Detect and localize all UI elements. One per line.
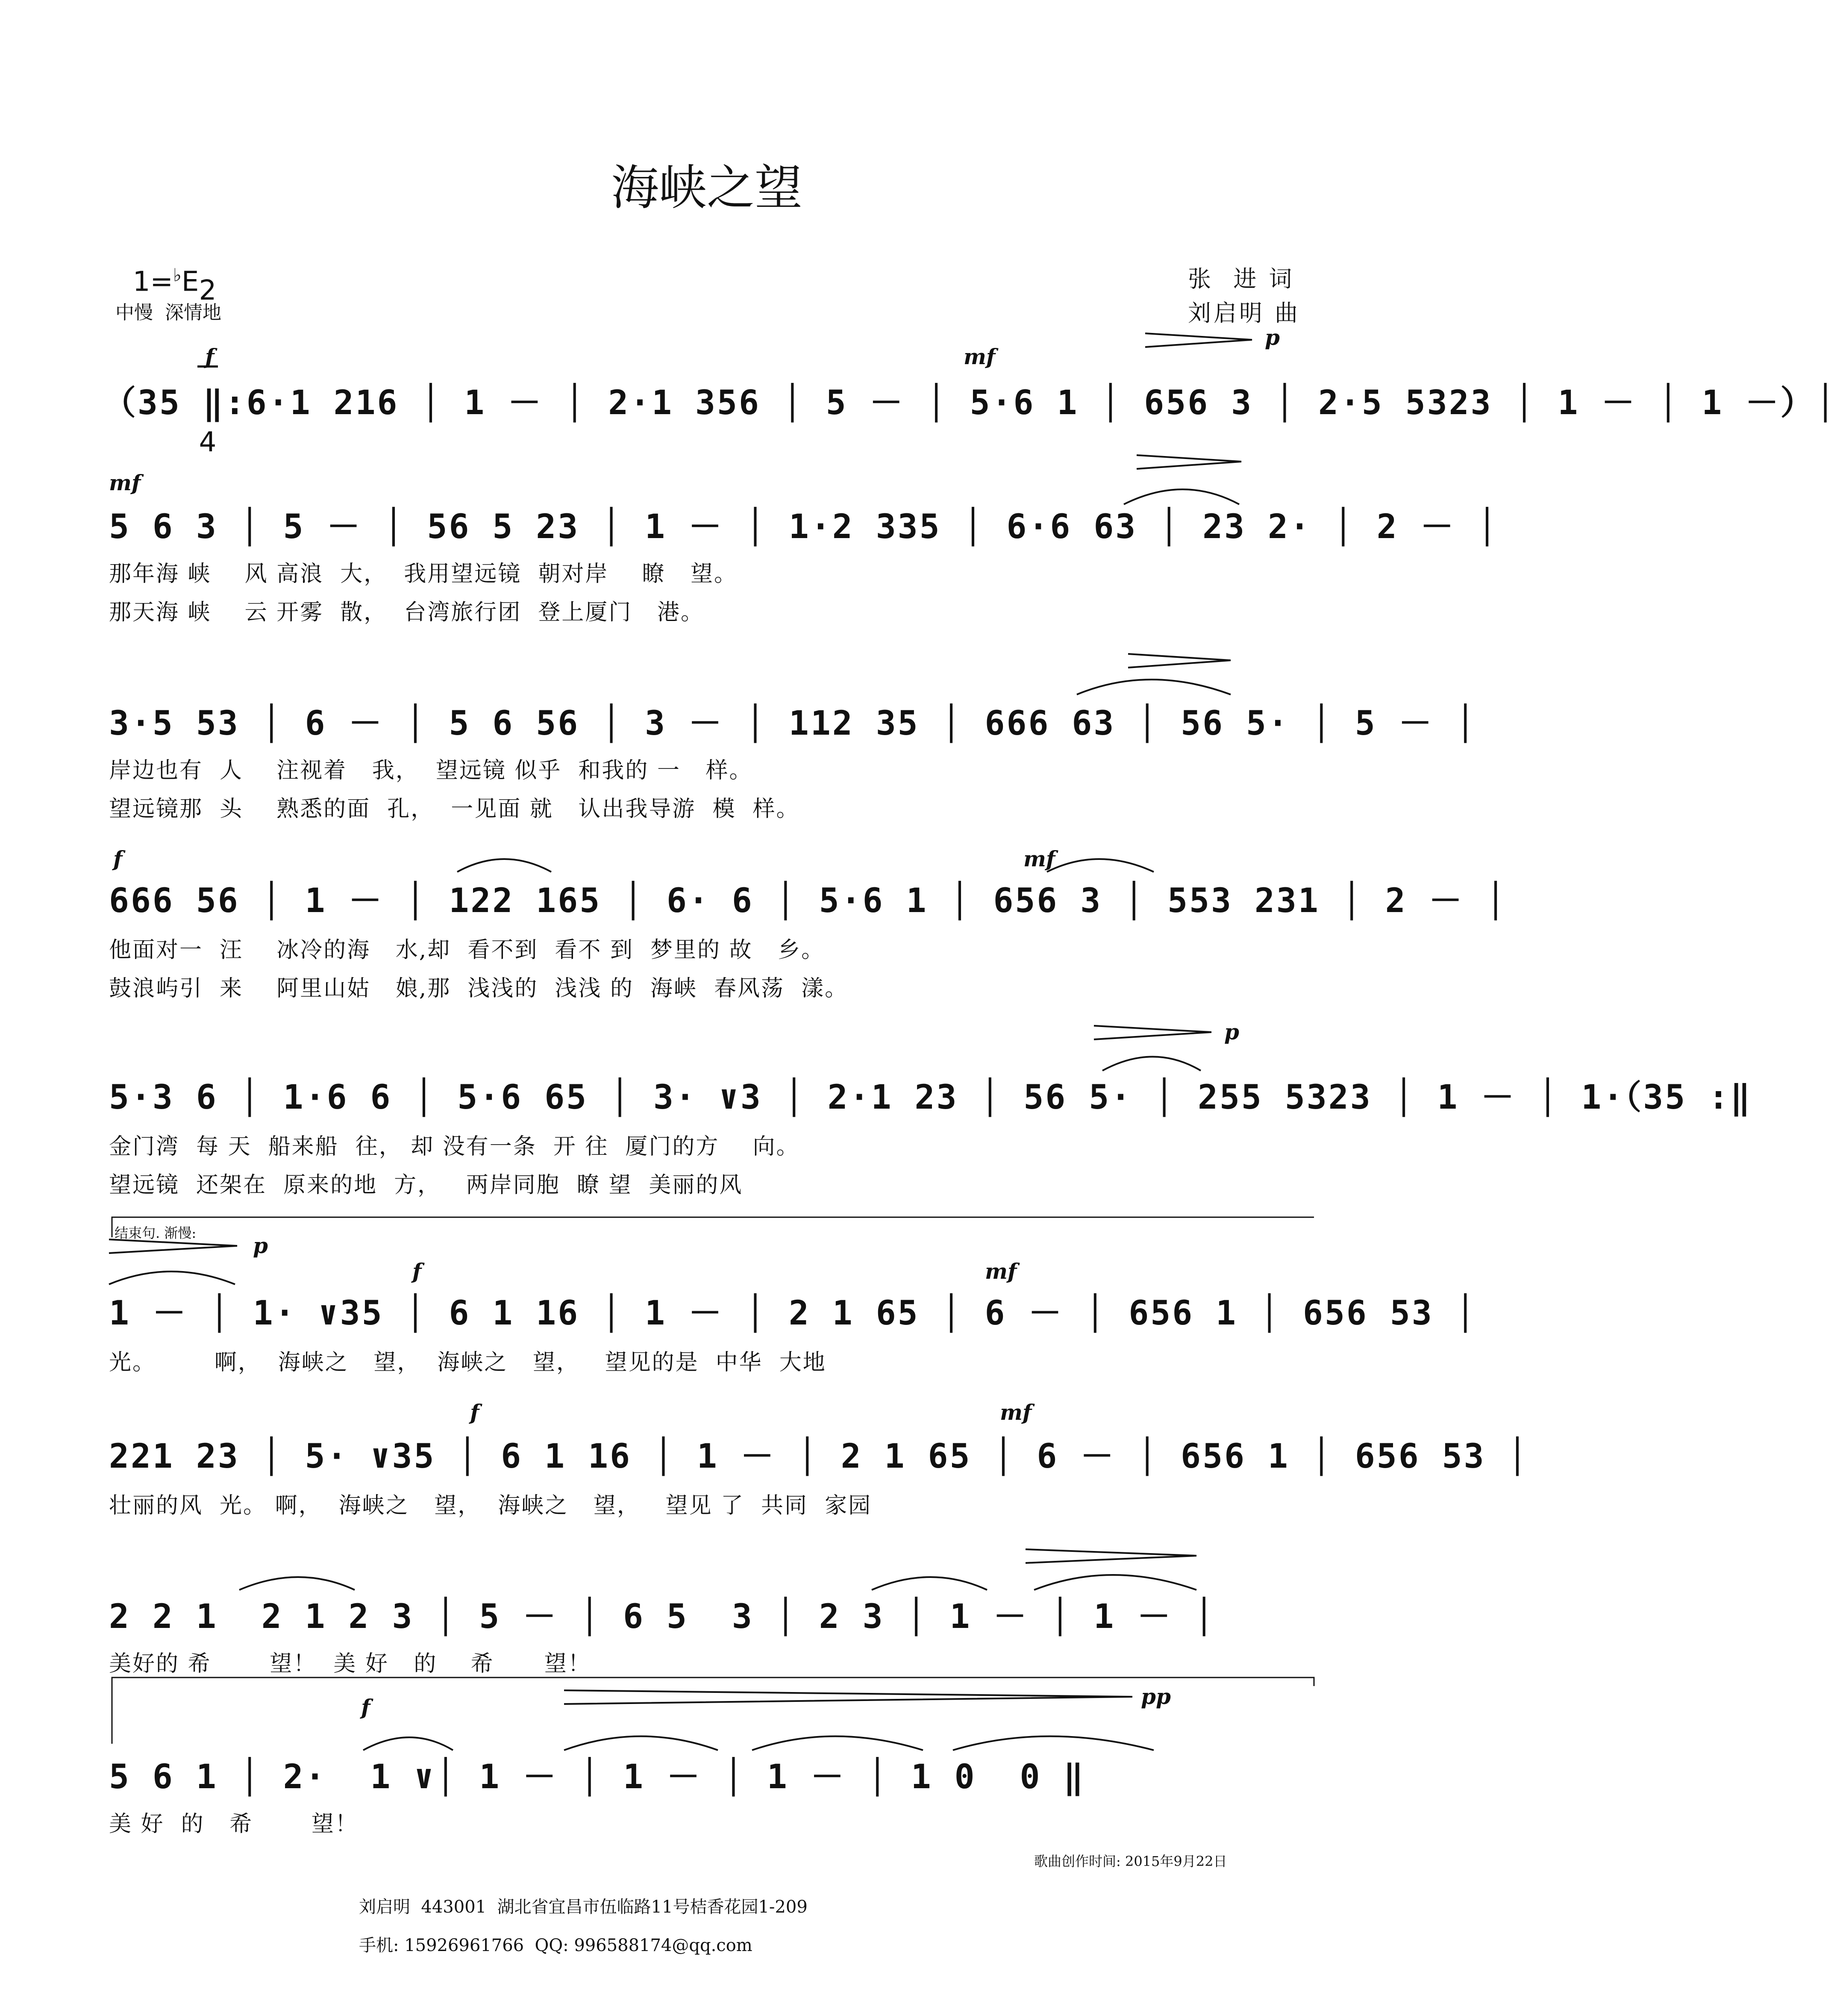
composer-address: 刘启明 443001 湖北省宜昌市伍临路11号桔香花园1-209 [359,1897,808,1917]
score-line-9: 5 6 1 │ 2· 1 ∨│ 1 － │ 1 － │ 1 － │ 1 0 0 ‖ [109,1758,1085,1796]
dynamic-f: f [412,1259,422,1284]
score-line-3: 3·5 53 │ 6 － │ 5 6 56 │ 3 － │ 112 35 │ 666 63 │ 56 5· │ 5 － │ [109,704,1477,743]
decrescendo-hairpin [1137,455,1241,469]
dynamic-p: p [1224,1019,1239,1045]
lyric-line-2b: 那天海 峡 云 开雾 散， 台湾旅行团 登上厦门 港。 [109,600,704,625]
score-line-1: （35 ‖:6·1 216 │ 1 － │ 2·1 356 │ 5 － │ 5·6 1 │ 656 3 │ 2·5 5323 │ 1 － │ 1 －）│ [103,384,1837,422]
dynamic-f: f [205,344,215,369]
slur [457,859,551,872]
dynamic-f: f [361,1695,370,1720]
slur [1047,859,1154,872]
score-line-2: 5 6 3 │ 5 － │ 56 5 23 │ 1 － │ 1·2 335 │ 6·6 63 │ 23 2· │ 2 － │ [109,508,1499,546]
slur [752,1736,923,1751]
dynamic-mf: mf [109,470,141,495]
creation-date: 歌曲创作时间: 2015年9月22日 [1034,1853,1227,1869]
time-top: 2 [199,275,217,306]
decrescendo-hairpin [1128,654,1231,668]
composer-contact: 手机: 15926961766 QQ: 996588174@qq.com [359,1936,752,1955]
lyric-line-3a: 岸边也有 人 注视着 我， 望远镜 似乎 和我的 一 样。 [109,758,753,783]
slur [872,1577,987,1590]
lyric-line-6: 光。 啊， 海峡之 望， 海峡之 望， 望见的是 中华 大地 [109,1350,826,1375]
dynamic-p: p [1265,325,1280,350]
lyric-line-8: 美好的 希 望！ 美 好 的 希 望！ [109,1651,591,1677]
decrescendo-hairpin [564,1690,1132,1704]
tempo-marking: 中慢 深情地 [115,302,221,324]
dynamic-f: f [470,1400,479,1425]
dynamic-mf: mf [1023,846,1055,871]
slur [1034,1575,1196,1590]
lyricist-credit: 张 进 词 [1188,265,1295,292]
ending-note: 结束句. 渐慢: [115,1225,197,1241]
lyric-line-7: 壮丽的风 光。 啊， 海峡之 望， 海峡之 望， 望见 了 共同 家园 [109,1493,872,1519]
slur [953,1736,1154,1751]
lyric-line-5a: 金门湾 每 天 船来船 往， 却 没有一条 开 往 厦门的方 向。 [109,1134,800,1160]
flat-symbol: ♭ [173,265,182,285]
lyric-line-4a: 他面对一 汪 冰冷的海 水,却 看不到 看不 到 梦里的 故 乡。 [109,937,825,963]
dynamic-p: p [253,1233,268,1258]
key-letter: E [181,266,199,298]
dynamic-mf: mf [964,344,996,369]
slur [363,1737,453,1750]
ending-bracket [112,1217,1314,1237]
slur [1077,680,1231,695]
dynamic-f: f [113,846,123,871]
dynamic-mf: mf [985,1259,1017,1284]
key-signature [115,233,199,297]
dynamic-mf: mf [1000,1400,1032,1425]
score-line-5: 5·3 6 │ 1·6 6 │ 5·6 65 │ 3· ∨3 │ 2·1 23 │ 56 5· │ 255 5323 │ 1 － │ 1·（35 :‖ [109,1078,1752,1117]
lyric-line-9: 美 好 的 希 望！ [109,1811,359,1837]
key-prefix: 1= [132,266,173,298]
time-bottom: 4 [199,427,217,458]
score-line-8: 2 2 1 2 1 2 3 │ 5 － │ 6 5 3 │ 2 3 │ 1 － │ 1 － │ [109,1598,1216,1636]
page-title: 海峡之望 [611,160,802,216]
slur [109,1271,235,1284]
decrescendo-hairpin [1145,333,1252,347]
lyric-line-3b: 望远镜那 头 熟悉的面 孔， 一见面 就 认出我导游 模 样。 [109,796,800,822]
slur [564,1736,718,1751]
decrescendo-hairpin [1026,1549,1196,1563]
score-line-6: 1 － │ 1· ∨35 │ 6 1 16 │ 1 － │ 2 1 65 │ 6 － │ 656 1 │ 656 53 │ [109,1294,1477,1333]
composer-credit: 刘启明 曲 [1188,300,1301,327]
lyric-line-4b: 鼓浪屿引 来 阿里山姑 娘,那 浅浅的 浅浅 的 海峡 春风荡 漾。 [109,976,849,1001]
slur [239,1577,355,1590]
ending-bracket [112,1678,1314,1744]
lyric-line-5b: 望远镜 还架在 原来的地 方， 两岸同胞 瞭 望 美丽的风 [109,1172,743,1198]
slur [1102,1057,1201,1071]
lyric-line-2a: 那年海 峡 风 高浪 大， 我用望远镜 朝对岸 瞭 望。 [109,561,738,587]
dynamic-pp: pp [1141,1684,1171,1709]
score-line-4: 666 56 │ 1 － │ 122 165 │ 6· 6 │ 5·6 1 │ 656 3 │ 553 231 │ 2 － │ [109,882,1508,920]
score-line-7: 221 23 │ 5· ∨35 │ 6 1 16 │ 1 － │ 2 1 65 │ 6 － │ 656 1 │ 656 53 │ [109,1437,1529,1476]
decrescendo-hairpin [1094,1026,1211,1039]
